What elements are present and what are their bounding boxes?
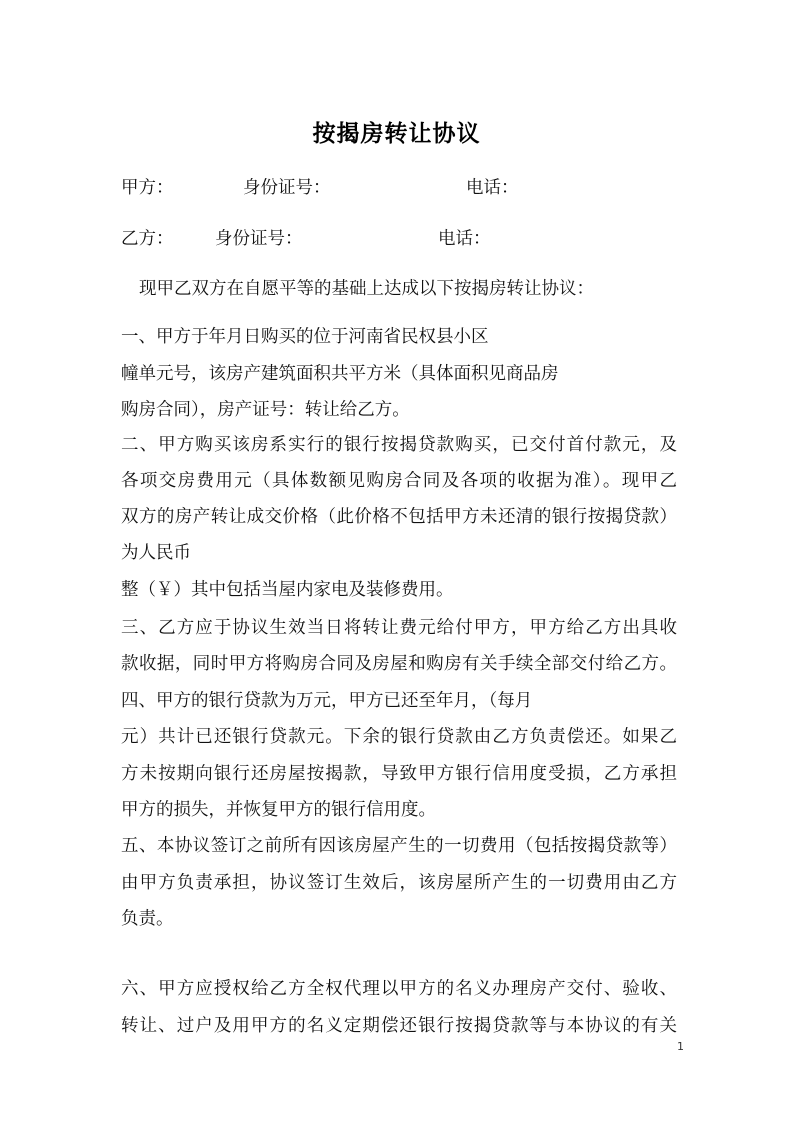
clause-4-line-3: 方未按期向银行还房屋按揭款，导致甲方银行信用度受损，乙方承担: [121, 764, 677, 784]
clause-3-line-2: 款收据，同时甲方将购房合同及房屋和购房有关手续全部交付给乙方。: [121, 654, 677, 674]
clause-1-line-3: 购房合同），房产证号：转让给乙方。: [121, 400, 410, 420]
clause-6-line-2: 转让、过户及用甲方的名义定期偿还银行按揭贷款等与本协议的有关: [121, 1016, 677, 1036]
party-a-phone-label: 电话：: [466, 178, 519, 198]
clause-5-line-3: 负责。: [121, 909, 174, 929]
clause-4-line-2: 元）共计已还银行贷款元。下余的银行贷款由乙方负责偿还。如果乙: [121, 727, 677, 747]
clause-5-line-2: 由甲方负责承担，协议签订生效后，该房屋所产生的一切费用由乙方: [121, 873, 677, 893]
intro-paragraph: 现甲乙双方在自愿平等的基础上达成以下按揭房转让协议：: [139, 279, 594, 299]
clause-2-line-4: 为人民币: [121, 543, 191, 563]
clause-4-line-1: 四、甲方的银行贷款为万元，甲方已还至年月，（每月: [121, 691, 533, 711]
clause-2-line-5: 整（￥）其中包括当屋内家电及装修费用。: [121, 580, 454, 600]
clause-2-line-3: 双方的房产转让成交价格（此价格不包括甲方未还清的银行按揭贷款）: [121, 507, 677, 527]
clause-2-line-1: 二、甲方购买该房系实行的银行按揭贷款购买，已交付首付款元，及: [121, 435, 677, 455]
clause-5-line-1: 五、本协议签订之前所有因该房屋产生的一切费用（包括按揭贷款等）: [121, 836, 677, 856]
clause-6-line-1: 六、甲方应授权给乙方全权代理以甲方的名义办理房产交付、验收、: [121, 979, 677, 999]
document-title: 按揭房转让协议: [312, 121, 481, 147]
page-number: 1: [677, 1040, 684, 1053]
clause-3-line-1: 三、乙方应于协议生效当日将转让费元给付甲方，甲方给乙方出具收: [121, 618, 677, 638]
clause-1-line-1: 一、甲方于年月日购买的位于河南省民权县小区: [121, 327, 489, 347]
party-b-label: 乙方：: [121, 229, 174, 249]
clause-1-line-2: 幢单元号，该房产建筑面积共平方米（具体面积见商品房: [121, 364, 559, 384]
clause-4-line-4: 甲方的损失，并恢复甲方的银行信用度。: [121, 800, 436, 820]
party-b-id-label: 身份证号：: [215, 229, 303, 249]
party-a-id-label: 身份证号：: [243, 178, 331, 198]
party-b-phone-label: 电话：: [438, 229, 491, 249]
clause-2-line-2: 各项交房费用元（具体数额见购房合同及各项的收据为准）。现甲乙: [121, 471, 677, 491]
party-a-label: 甲方：: [121, 178, 174, 198]
